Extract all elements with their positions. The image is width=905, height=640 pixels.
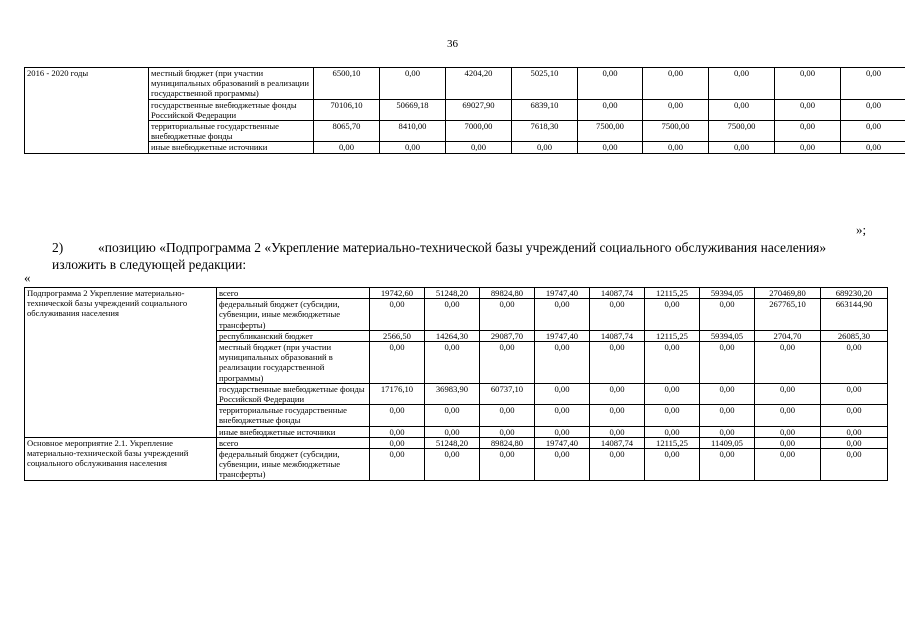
source-label: всего bbox=[217, 288, 370, 299]
source-label: государственные внебюджетные фонды Российской Федерации bbox=[149, 99, 314, 120]
value-cell: 0,00 bbox=[480, 299, 535, 331]
value-cell: 5025,10 bbox=[512, 68, 578, 100]
value-cell: 0,00 bbox=[821, 437, 888, 448]
value-cell: 89824,80 bbox=[480, 288, 535, 299]
value-cell: 0,00 bbox=[821, 405, 888, 426]
value-cell: 19747,40 bbox=[535, 288, 590, 299]
value-cell: 7618,30 bbox=[512, 121, 578, 142]
value-cell: 0,00 bbox=[645, 426, 700, 437]
value-cell: 0,00 bbox=[709, 142, 775, 153]
value-cell: 6500,10 bbox=[314, 68, 380, 100]
source-label: федеральный бюджет (субсидии, субвенции, иные межбюджетные трансферты) bbox=[217, 449, 370, 481]
value-cell: 0,00 bbox=[755, 342, 821, 384]
value-cell: 7500,00 bbox=[709, 121, 775, 142]
value-cell: 8410,00 bbox=[380, 121, 446, 142]
funding-table-continued bbox=[24, 67, 905, 154]
value-cell: 0,00 bbox=[380, 68, 446, 100]
value-cell: 0,00 bbox=[535, 405, 590, 426]
value-cell: 0,00 bbox=[590, 383, 645, 404]
closing-quote: »; bbox=[856, 222, 867, 237]
value-cell: 0,00 bbox=[590, 299, 645, 331]
value-cell: 0,00 bbox=[700, 426, 755, 437]
value-cell: 267765,10 bbox=[755, 299, 821, 331]
value-cell: 0,00 bbox=[775, 121, 841, 142]
value-cell: 11409,05 bbox=[700, 437, 755, 448]
source-label: иные внебюджетные источники bbox=[149, 142, 314, 153]
value-cell: 0,00 bbox=[821, 383, 888, 404]
value-cell: 7500,00 bbox=[643, 121, 709, 142]
program-title-cell: Подпрограмма 2 Укрепление материально-технической базы учреждений социального обслуживания населения bbox=[25, 288, 217, 438]
value-cell: 0,00 bbox=[645, 299, 700, 331]
value-cell: 0,00 bbox=[821, 449, 888, 481]
value-cell: 69027,90 bbox=[446, 99, 512, 120]
value-cell: 0,00 bbox=[821, 426, 888, 437]
value-cell: 0,00 bbox=[480, 449, 535, 481]
value-cell: 0,00 bbox=[709, 99, 775, 120]
value-cell: 50669,18 bbox=[380, 99, 446, 120]
value-cell: 51248,20 bbox=[425, 288, 480, 299]
value-cell: 0,00 bbox=[700, 342, 755, 384]
value-cell: 0,00 bbox=[480, 342, 535, 384]
value-cell: 689230,20 bbox=[821, 288, 888, 299]
value-cell: 0,00 bbox=[643, 99, 709, 120]
source-label: государственные внебюджетные фонды Российской Федерации bbox=[217, 383, 370, 404]
opening-quote: « bbox=[24, 270, 31, 285]
value-cell: 0,00 bbox=[755, 383, 821, 404]
value-cell: 14087,74 bbox=[590, 330, 645, 341]
value-cell: 0,00 bbox=[480, 426, 535, 437]
value-cell: 0,00 bbox=[535, 299, 590, 331]
value-cell: 19747,40 bbox=[535, 330, 590, 341]
value-cell: 0,00 bbox=[709, 68, 775, 100]
source-label: территориальные государственные внебюджетные фонды bbox=[149, 121, 314, 142]
value-cell: 0,00 bbox=[645, 449, 700, 481]
value-cell: 0,00 bbox=[645, 383, 700, 404]
value-cell: 0,00 bbox=[755, 437, 821, 448]
value-cell: 19742,60 bbox=[370, 288, 425, 299]
value-cell: 0,00 bbox=[425, 449, 480, 481]
value-cell: 0,00 bbox=[370, 299, 425, 331]
value-cell: 14087,74 bbox=[590, 288, 645, 299]
value-cell: 6839,10 bbox=[512, 99, 578, 120]
value-cell: 7500,00 bbox=[578, 121, 643, 142]
page-number: 36 bbox=[447, 38, 458, 50]
value-cell: 36983,90 bbox=[425, 383, 480, 404]
value-cell: 0,00 bbox=[700, 299, 755, 331]
value-cell: 70106,10 bbox=[314, 99, 380, 120]
value-cell: 0,00 bbox=[512, 142, 578, 153]
value-cell: 0,00 bbox=[645, 405, 700, 426]
value-cell: 0,00 bbox=[841, 68, 905, 100]
value-cell: 14087,74 bbox=[590, 437, 645, 448]
value-cell: 0,00 bbox=[425, 342, 480, 384]
value-cell: 0,00 bbox=[755, 405, 821, 426]
value-cell: 26085,30 bbox=[821, 330, 888, 341]
value-cell: 2566,50 bbox=[370, 330, 425, 341]
value-cell: 0,00 bbox=[841, 99, 905, 120]
value-cell: 0,00 bbox=[480, 405, 535, 426]
subprogram-2-table bbox=[24, 287, 888, 481]
value-cell: 14264,30 bbox=[425, 330, 480, 341]
value-cell: 0,00 bbox=[535, 342, 590, 384]
value-cell: 0,00 bbox=[643, 68, 709, 100]
source-label: иные внебюджетные источники bbox=[217, 426, 370, 437]
source-label: территориальные государственные внебюджетные фонды bbox=[217, 405, 370, 426]
value-cell: 0,00 bbox=[425, 426, 480, 437]
paragraph-number: 2) bbox=[52, 240, 64, 255]
value-cell: 0,00 bbox=[535, 383, 590, 404]
value-cell: 0,00 bbox=[314, 142, 380, 153]
value-cell: 0,00 bbox=[821, 342, 888, 384]
source-label: федеральный бюджет (субсидии, субвенции, иные межбюджетные трансферты) bbox=[217, 299, 370, 331]
value-cell: 12115,25 bbox=[645, 330, 700, 341]
value-cell: 0,00 bbox=[775, 99, 841, 120]
value-cell: 0,00 bbox=[755, 449, 821, 481]
table-row bbox=[25, 121, 905, 142]
value-cell: 0,00 bbox=[370, 405, 425, 426]
value-cell: 270469,80 bbox=[755, 288, 821, 299]
value-cell: 0,00 bbox=[590, 426, 645, 437]
value-cell: 0,00 bbox=[370, 449, 425, 481]
source-label: республиканский бюджет bbox=[217, 330, 370, 341]
value-cell: 0,00 bbox=[841, 142, 905, 153]
source-label: местный бюджет (при участии муниципальных образований в реализации государственной программы) bbox=[149, 68, 314, 100]
value-cell: 0,00 bbox=[446, 142, 512, 153]
value-cell: 4204,20 bbox=[446, 68, 512, 100]
value-cell: 17176,10 bbox=[370, 383, 425, 404]
period-cell: 2016 - 2020 годы bbox=[25, 68, 149, 154]
value-cell: 51248,20 bbox=[425, 437, 480, 448]
value-cell: 0,00 bbox=[590, 342, 645, 384]
table-row bbox=[25, 99, 905, 120]
value-cell: 0,00 bbox=[578, 68, 643, 100]
table-row bbox=[25, 437, 888, 448]
value-cell: 0,00 bbox=[775, 68, 841, 100]
value-cell: 12115,25 bbox=[645, 437, 700, 448]
table-row bbox=[25, 288, 888, 299]
table-row bbox=[25, 142, 905, 153]
amendment-paragraph bbox=[52, 239, 872, 273]
value-cell: 59394,05 bbox=[700, 330, 755, 341]
value-cell: 8065,70 bbox=[314, 121, 380, 142]
value-cell: 12115,25 bbox=[645, 288, 700, 299]
value-cell: 663144,90 bbox=[821, 299, 888, 331]
source-label: всего bbox=[217, 437, 370, 448]
value-cell: 0,00 bbox=[590, 405, 645, 426]
value-cell: 0,00 bbox=[425, 299, 480, 331]
value-cell: 0,00 bbox=[370, 437, 425, 448]
value-cell: 0,00 bbox=[535, 449, 590, 481]
value-cell: 0,00 bbox=[841, 121, 905, 142]
value-cell: 0,00 bbox=[700, 405, 755, 426]
value-cell: 0,00 bbox=[700, 449, 755, 481]
value-cell: 0,00 bbox=[775, 142, 841, 153]
value-cell: 0,00 bbox=[755, 426, 821, 437]
value-cell: 2704,70 bbox=[755, 330, 821, 341]
value-cell: 0,00 bbox=[645, 342, 700, 384]
value-cell: 0,00 bbox=[380, 142, 446, 153]
paragraph-text: «позицию «Подпрограмма 2 «Укрепление материально-технической базы учреждений социального обслуживания населения» изложить в следующей редакции: bbox=[52, 240, 827, 272]
value-cell: 0,00 bbox=[578, 142, 643, 153]
value-cell: 0,00 bbox=[700, 383, 755, 404]
value-cell: 19747,40 bbox=[535, 437, 590, 448]
value-cell: 0,00 bbox=[643, 142, 709, 153]
program-title-cell: Основное мероприятие 2.1. Укрепление материально-технической базы учреждений социального обслуживания населения bbox=[25, 437, 217, 480]
value-cell: 0,00 bbox=[578, 99, 643, 120]
value-cell: 0,00 bbox=[590, 449, 645, 481]
value-cell: 59394,05 bbox=[700, 288, 755, 299]
value-cell: 89824,80 bbox=[480, 437, 535, 448]
value-cell: 0,00 bbox=[370, 342, 425, 384]
value-cell: 0,00 bbox=[425, 405, 480, 426]
table-row bbox=[25, 68, 905, 100]
value-cell: 60737,10 bbox=[480, 383, 535, 404]
value-cell: 29087,70 bbox=[480, 330, 535, 341]
source-label: местный бюджет (при участии муниципальных образований в реализации государственной программы) bbox=[217, 342, 370, 384]
value-cell: 7000,00 bbox=[446, 121, 512, 142]
value-cell: 0,00 bbox=[370, 426, 425, 437]
value-cell: 0,00 bbox=[535, 426, 590, 437]
